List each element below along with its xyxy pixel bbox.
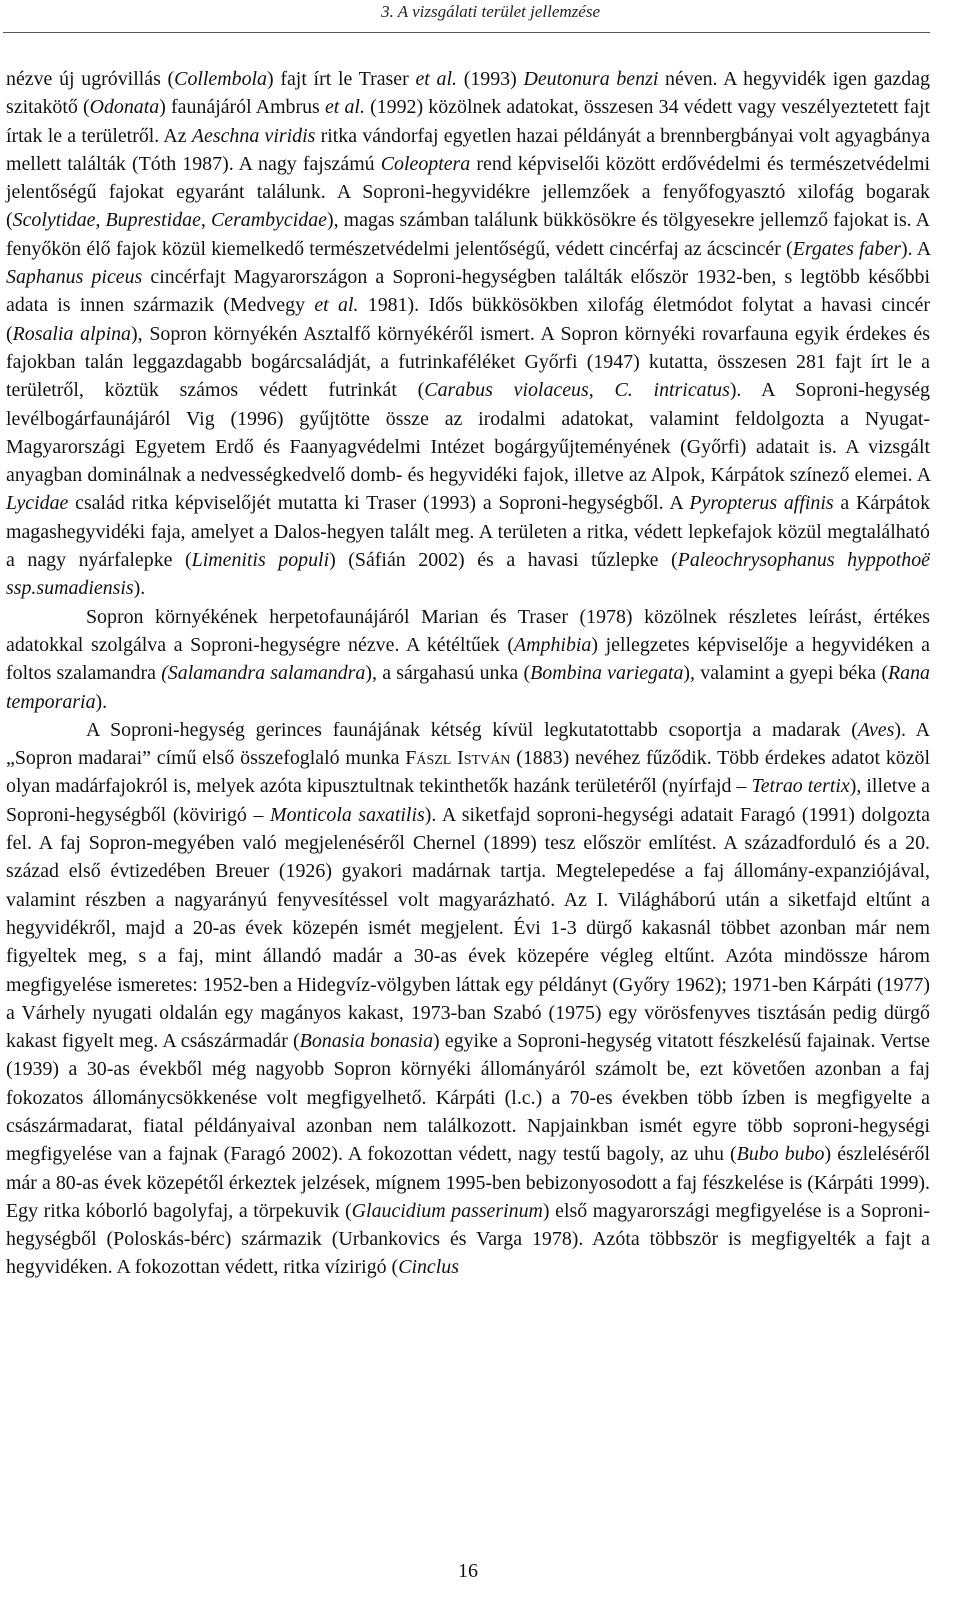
italic-text: et al. — [314, 294, 359, 317]
italic-text: Collembola — [174, 68, 267, 90]
text-run: ) fajt írt le Traser — [267, 68, 416, 90]
italic-text: Saphanus piceus — [6, 266, 143, 289]
text-run: Sopron környékének herpetofaunájáról Marian és Traser (1978) közölnek részletes leírást, értékes adatokkal szolgálva a Soproni-hegységre nézve. A kétéltűek ( — [6, 605, 930, 656]
italic-text: et al. — [415, 68, 457, 90]
italic-text: Aeschna viridis — [191, 124, 316, 147]
italic-text: Bubo bubo — [736, 1143, 825, 1166]
italic-text: Carabus violaceus, C. intricatus — [424, 379, 730, 402]
text-run: cincérfajt Magyarországon a Soproni-hegységben találták először 1932-ben, s legtöbb későbbi adata is innen származik (Medvegy — [6, 266, 930, 317]
text-run: nézve új ugróvillás ( — [6, 68, 175, 90]
italic-text: Monticola saxatilis — [270, 803, 425, 826]
author-name: Fászl István — [405, 747, 511, 770]
paragraph — [6, 603, 930, 716]
italic-text: Aves — [857, 718, 895, 741]
italic-text: et al. — [324, 96, 365, 119]
text-run: család ritka képviselőjét mutatta ki Traser (1993) a Soproni-hegységből. A — [68, 492, 690, 515]
text-run: (1993) — [456, 68, 524, 90]
text-run: ). A Soproni-hegység levélbogárfaunájáról Vig (1996) gyűjtötte össze az irodalmi adatokat, valamint feldolgozta a Nyugat-Magyarországi Egyetem Erdő és Faanyagvédelmi Intézet bogárgyűjteményének (Győrfi) adatait is. A vizsgált anyagban dominálnak a nedvességkedvelő domb- és hegyvidéki fajok, illetve az Alpok, Kárpátok színező elemei. A — [6, 379, 930, 487]
text-run: ), illetve a Soproni-hegységből (kövirigó – — [6, 775, 930, 826]
text-run: ) jellegzetes képviselője a hegyvidéken a foltos szalamandra — [6, 633, 931, 685]
italic-text: Bombina variegata — [530, 662, 684, 685]
text-run: ), magas számban találunk bükkösökre és tölgyesekre jellemző fajokat is. A fenyőkön élő fajok közül kiemelkedő természetvédelmi jelentőségű, védett cincérfaj az ácscincér ( — [6, 209, 930, 260]
text-run: (1992) közölnek adatokat, összesen 34 védett vagy veszélyeztetett fajt írtak le a területről. Az — [6, 96, 931, 147]
paragraph — [6, 65, 930, 603]
text-run: rend képviselői között erdővédelmi és természetvédelmi jelentőségű fajokat egyaránt találunk. A Soproni-hegyvidékre jellemzőek a fenyőfogyasztó xilofág bogarak ( — [6, 152, 930, 232]
italic-text: Scolytidae — [12, 209, 96, 232]
text-run: ), Sopron környékén Asztalfő környékéről ismert. A Sopron környéki rovarfauna egyik érdekes és fajokban talán leggazdagabb bogárcsaládját, a futrinkaféléket Győrfi (1947) kutatta, összesen 281 fajt írt le a területről, köztük számos védett futrinkát ( — [6, 322, 930, 402]
text-run: ) (Sáfián 2002) és a havasi tűzlepke ( — [329, 549, 678, 572]
italic-text: Limenitis populi — [191, 549, 330, 572]
header-divider — [3, 32, 930, 33]
text-run: , — [95, 209, 106, 232]
text-run: ). A — [901, 237, 930, 260]
italic-text: (Salamandra salamandra — [161, 662, 366, 685]
italic-text: Tetrao tertix — [751, 775, 850, 798]
italic-text: Amphibia — [514, 633, 592, 656]
text-run: a Kárpátok magashegyvidéki faja, amelyet a Dalos-hegyen talált meg. A területen a ritka, védett lepkefajok közül megtalálható a nagy nyárfalepke ( — [6, 492, 931, 572]
italic-text: Deutonura benzi — [523, 68, 659, 90]
text-run: ). — [133, 577, 146, 600]
italic-text: Coleoptera — [380, 152, 471, 175]
text-run: ) észleléséről már a 80-as évek közepétől érkeztek jelzések, mígnem 1995-ben bebizonyosodott a faj fészkelése is (Kárpáti 1999). Egy ritka kóborló bagolyfaj, a törpekuvik ( — [6, 1143, 930, 1222]
italic-text: Cinclus — [398, 1256, 459, 1279]
italic-text: Odonata — [89, 96, 160, 119]
text-run: néven. A hegyvidék igen gazdag szitakötő ( — [6, 68, 930, 119]
text-run: ), valamint a gyepi béka ( — [683, 662, 889, 685]
italic-text: Ergates faber — [792, 237, 902, 260]
text-run: ) egyike a Soproni-hegység vitatott fészkelésű fajainak. Vertse (1939) a 30-as évekből még nagyobb Sopron környéki állományáról számolt be, ezt követően azonban a faj fokozatos állománycsökkenése volt megfigyelhető. Kárpáti (l.c.) a 70-es években több ízben is megfigyelte a császármadarat, fiatal példányaival azonban nem találkozott. Napjainkban ismét egyre több soproni-hegységi megfigyelése van a fajnak (Faragó 2002). A fokozottan védett, nagy testű bagoly, az uhu ( — [6, 1030, 930, 1166]
text-run: A Soproni-hegység gerinces faunájának kétség kívül legkutatottabb csoportja a madarak ( — [86, 718, 858, 741]
italic-text: Glaucidium passerinum — [351, 1199, 543, 1222]
page-number: 16 — [458, 1560, 478, 1582]
italic-text: Pyropterus affinis — [689, 492, 834, 515]
text-run: 1981). Idős bükkösökben xilofág életmódot folytat a havasi cincér ( — [6, 294, 930, 345]
italic-text: Buprestidae — [105, 209, 201, 232]
text-run: ) faunájáról Ambrus — [159, 96, 325, 119]
text-run: ). — [95, 690, 108, 713]
text-run: ritka vándorfaj egyetlen hazai példányát a brennbergbányai volt agyagbánya mellett találták (Tóth 1987). A nagy fajszámú — [6, 124, 930, 175]
running-header: 3. A vizsgálati terület jellemzése — [381, 2, 600, 21]
paragraph — [6, 716, 930, 1282]
italic-text: Rana temporaria — [6, 662, 931, 713]
italic-text: Bonasia bonasia — [299, 1030, 434, 1053]
text-run: ). A siketfajd soproni-hegységi adatait Faragó (1991) dolgozta fel. A faj Sopron-megyében való megjelenéséről Chernel (1899) tesz először említést. A századforduló és a 20. század első évtizedében Breuer (1926) gyakori madárnak tartja. Megtelepedése a faj állomány-expanziójával, valamint részben a nagyarányú fenyvesítéssel volt magyarázható. Az I. Világháború után a siketfajd eltűnt a hegyvidékről, majd a 20-as évek közepén ismét megjelent. Évi 1-3 dürgő kakasnál többet azonban már nem figyeltek meg, s a faj, mint állandó madár a 30-as évek közepére végleg eltűnt. Azóta mindössze három megfigyelése ismeretes: 1952-ben a Hidegvíz-völgyben láttak egy példányt (Győry 1962); 1971-ben Kárpáti (1977) a Várhely nyugati oldalán egy magányos kakast, 1973-ban Szabó (1975) egy vörösfenyves tisztásán pedig dürgő kakast figyelt meg. A császármadár ( — [6, 803, 931, 1053]
text-run: , — [200, 209, 211, 232]
italic-text: Lycidae — [6, 492, 69, 515]
body-text — [6, 65, 930, 1282]
italic-text: Paleochrysophanus hyppothoë ssp.sumadiensis — [6, 549, 930, 600]
text-run: ), a sárgahasú unka ( — [365, 662, 531, 685]
italic-text: Rosalia alpina — [12, 322, 131, 345]
text-run: (1883) nevéhez fűződik. Több érdekes adatot közöl olyan madárfajokról is, melyek azóta kipusztultnak tekinthetők hazánk területéről (nyírfajd – — [6, 747, 931, 798]
italic-text: Cerambycidae — [210, 209, 327, 232]
text-run: ) első magyarországi megfigyelése is a Soproni-hegységből (Poloskás-bérc) származik (Urbankovics és Varga 1978). Azóta többször is megfigyelték a fajt a hegyvidéken. A fokozottan védett, ritka vízirigó ( — [6, 1199, 930, 1279]
text-run: ). A „Sopron madarai” című első összefoglaló munka — [6, 718, 931, 770]
